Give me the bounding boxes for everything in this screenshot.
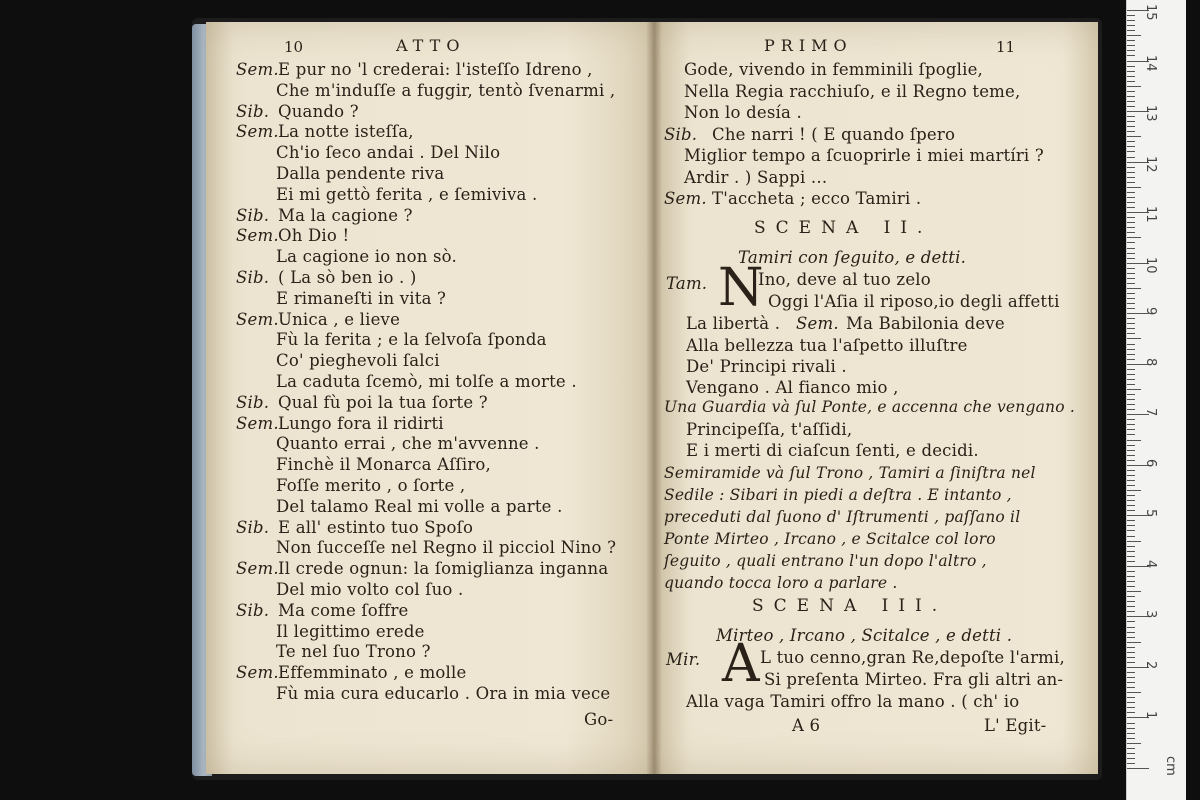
ruler-tick — [1127, 450, 1135, 451]
ruler-tick — [1127, 510, 1135, 511]
ruler-number: 14 — [1143, 54, 1158, 72]
ruler-tick — [1127, 222, 1135, 223]
ruler-tick — [1127, 571, 1135, 572]
verse-line: Non lo desía . — [684, 103, 802, 122]
ruler-tick — [1127, 333, 1135, 334]
stage-direction-line: quando tocca loro a parlare . — [664, 574, 898, 592]
ruler-tick — [1127, 500, 1135, 501]
ruler-tick — [1127, 621, 1135, 622]
verse-line: Fù la ferita ; e la ſelvoſa ſponda — [276, 330, 547, 350]
page-header-right: PRIMO — [764, 36, 853, 55]
ruler-tick — [1127, 86, 1141, 87]
ruler-tick — [1127, 763, 1135, 764]
scene-2-title: SCENA II. — [754, 218, 933, 238]
verse-line: Che narri ! ( E quando ſpero — [712, 124, 956, 144]
ruler-tick — [1127, 743, 1141, 744]
ruler-number: 10 — [1143, 256, 1158, 274]
ruler-tick — [1127, 30, 1135, 31]
ruler-tick — [1127, 338, 1141, 339]
stage-direction-line: Ponte Mirteo , Ircano , e Scitalce col loro — [664, 530, 996, 548]
ruler-tick — [1127, 455, 1135, 456]
ruler-tick — [1127, 551, 1135, 552]
ruler-tick — [1127, 232, 1135, 233]
ruler-tick — [1127, 419, 1135, 420]
scene-2-line-3-speaker: Sem. — [796, 314, 839, 333]
ruler-tick — [1127, 121, 1135, 122]
ruler-tick — [1127, 187, 1141, 188]
ruler-number: 1 — [1143, 711, 1158, 720]
speaker-label: Sib. — [236, 392, 270, 412]
ruler-tick — [1127, 167, 1135, 168]
ruler-tick — [1127, 20, 1135, 21]
ruler-tick — [1127, 596, 1135, 597]
ruler-tick — [1127, 374, 1135, 375]
verse-line: Ma la cagione ? — [278, 205, 413, 225]
ruler-tick — [1127, 753, 1135, 754]
ruler-tick — [1127, 470, 1135, 471]
verse-line: Principeſſa, t'aſſidi, — [686, 420, 853, 439]
verse-line: Il crede ognun: la ſomiglianza inganna — [278, 559, 609, 579]
speaker-label: Sib. — [236, 101, 270, 121]
ruler-tick — [1127, 349, 1135, 350]
ruler-tick — [1127, 202, 1135, 203]
ruler-number: 12 — [1143, 155, 1158, 173]
ruler-tick — [1127, 520, 1135, 521]
ruler-tick — [1127, 505, 1135, 506]
ruler-tick — [1127, 101, 1135, 102]
ruler-tick — [1127, 657, 1135, 658]
verse-line: Quanto errai , che m'avvenne . — [276, 434, 540, 454]
ruler-tick — [1127, 379, 1135, 380]
ruler-tick — [1127, 652, 1135, 653]
ruler-tick — [1127, 733, 1135, 734]
ruler-tick — [1127, 525, 1135, 526]
ruler-tick — [1127, 217, 1135, 218]
ruler-tick — [1127, 273, 1135, 274]
stage-direction-line: Semiramide và ſul Trono , Tamiri a ſiniſtra nel — [664, 464, 1036, 482]
verse-line: Gode, vivendo in femminili ſpoglie, — [684, 60, 984, 79]
verse-line: Oh Dio ! — [278, 226, 350, 246]
scene-3-line-1: L tuo cenno,gran Re,depoſte l'armi, — [760, 648, 1065, 667]
scene-2-line-2: Oggi l'Aſia il riposo,io degli affetti — [768, 292, 1060, 311]
ruler-tick — [1127, 394, 1135, 395]
ruler-tick — [1127, 440, 1141, 441]
ruler-tick — [1127, 207, 1135, 208]
verse-line: Non ſucceſſe nel Regno il picciol Nino ? — [276, 538, 617, 558]
ruler-number: 3 — [1143, 610, 1158, 619]
ruler-tick — [1127, 253, 1135, 254]
verse-line: E i merti di ciaſcun ſenti, e decidi. — [686, 441, 979, 460]
verse-line: Vengano . Al fianco mio , — [686, 378, 899, 397]
ruler-tick — [1127, 141, 1135, 142]
ruler-tick — [1127, 278, 1135, 279]
ruler-tick — [1127, 627, 1135, 628]
ruler-tick — [1127, 586, 1135, 587]
ruler-tick — [1127, 475, 1135, 476]
ruler-tick — [1127, 576, 1135, 577]
ruler-tick — [1127, 55, 1135, 56]
verse-line: Ei mi gettò ferita , e ſemiviva . — [276, 184, 538, 204]
ruler-tick — [1127, 748, 1135, 749]
ruler-tick — [1127, 434, 1135, 435]
scene-2-line-1: Ino, deve al tuo zelo — [758, 270, 931, 289]
verse-line: Quando ? — [278, 101, 359, 121]
ruler-tick — [1127, 182, 1135, 183]
page-header-left: ATTO — [396, 36, 466, 55]
speaker-label: Sib. — [236, 268, 270, 287]
ruler-tick — [1127, 485, 1135, 486]
ruler-tick — [1127, 591, 1141, 592]
ruler-tick — [1127, 283, 1135, 284]
ruler-tick — [1127, 561, 1135, 562]
verse-line: Unica , e lieve — [278, 309, 401, 329]
catchword-left: Go- — [584, 710, 614, 729]
ruler-tick — [1127, 728, 1135, 729]
ruler-tick — [1127, 151, 1135, 152]
ruler-tick — [1127, 490, 1141, 491]
verse-line: Foſſe merito , o ſorte , — [276, 476, 466, 495]
ruler-tick — [1127, 298, 1135, 299]
ruler-tick — [1127, 258, 1135, 259]
speaker-label: Sib. — [236, 517, 270, 537]
ruler-tick — [1127, 40, 1135, 41]
catchword-right: L' Egit- — [984, 716, 1047, 735]
speaker-label: Sib. — [664, 124, 698, 144]
ruler-number: 6 — [1143, 458, 1158, 468]
ruler-tick — [1127, 227, 1135, 228]
page-number-right: 11 — [996, 38, 1016, 56]
verse-line: E all' estinto tuo Spoſo — [278, 517, 474, 537]
verse-line: Ardir . ) Sappi ... — [684, 167, 828, 187]
ruler-tick — [1127, 687, 1135, 688]
ruler-shadow — [1186, 0, 1200, 800]
stage-direction-line: Sedile : Sibari in piedi a deſtra . E intanto , — [664, 486, 1012, 504]
scene-3-cast: Mirteo , Ircano , Scitalce , e detti . — [716, 626, 1013, 645]
ruler-tick — [1127, 712, 1135, 713]
ruler-tick — [1127, 146, 1135, 147]
ruler-tick — [1127, 460, 1135, 461]
ruler-tick — [1127, 692, 1141, 693]
page-number-left: 10 — [284, 38, 304, 56]
verse-line: De' Principi rivali . — [686, 357, 847, 376]
ruler-tick — [1127, 192, 1135, 193]
verse-line: La notte isteſſa, — [278, 122, 414, 142]
scene-3-line-3: Alla vaga Tamiri offro la mano . ( ch' io — [686, 692, 1020, 711]
ruler-tick — [1127, 611, 1135, 612]
scene-3-speaker: Mir. — [666, 650, 701, 669]
verse-line: Ma come ſoffre — [278, 600, 409, 620]
ruler-number: 2 — [1143, 660, 1158, 670]
scene-3-title: SCENA III. — [752, 596, 948, 616]
verse-line: Ch'io ſeco andai . Del Nilo — [276, 143, 501, 163]
ruler-tick — [1127, 71, 1135, 72]
ruler-number: 13 — [1143, 105, 1158, 122]
ruler-tick — [1127, 546, 1135, 547]
ruler-tick — [1127, 389, 1141, 390]
scene-3-dropcap: A — [722, 634, 760, 694]
ruler-tick — [1127, 15, 1135, 16]
ruler-tick — [1127, 677, 1135, 678]
verse-line: E rimaneſti in vita ? — [276, 288, 447, 308]
ruler-tick — [1127, 308, 1135, 309]
left-page — [206, 22, 654, 774]
verse-line: Effemminato , e molle — [278, 663, 467, 683]
stage-direction-line: preceduti dal ſuono d' Iſtrumenti , paſſano il — [664, 508, 1021, 526]
verse-line: Del mio volto col ſuo . — [276, 580, 464, 599]
ruler-number: 7 — [1143, 408, 1158, 417]
verse-line: ( La sò ben io . ) — [278, 268, 417, 287]
ruler-tick — [1127, 66, 1135, 67]
ruler-tick — [1127, 91, 1135, 92]
ruler-tick — [1127, 647, 1135, 648]
ruler-tick — [1127, 738, 1135, 739]
ruler-tick — [1127, 536, 1135, 537]
ruler-tick — [1127, 632, 1135, 633]
verse-line: Fù mia cura educarlo . Ora in mia vece — [276, 684, 611, 703]
verse-line: Qual fù poi la tua ſorte ? — [278, 392, 488, 412]
ruler-tick — [1127, 758, 1135, 759]
ruler-tick — [1127, 429, 1135, 430]
ruler-unit: cm — [1163, 756, 1178, 776]
verse-line: Che m'induſſe a fuggir, tentò ſvenarmi , — [276, 80, 616, 100]
ruler-tick — [1127, 172, 1135, 173]
ruler-tick — [1127, 662, 1135, 663]
speaker-label: Sem. — [236, 60, 279, 79]
ruler-number: 11 — [1143, 206, 1158, 223]
ruler-number: 9 — [1143, 307, 1158, 316]
ruler-tick — [1127, 480, 1135, 481]
ruler-tick — [1127, 768, 1149, 769]
ruler-tick — [1127, 601, 1135, 602]
scene-2-line-3a: La libertà . — [686, 314, 781, 333]
speaker-label: Sib. — [236, 205, 270, 225]
ruler-tick — [1127, 242, 1135, 243]
ruler-tick — [1127, 50, 1135, 51]
verse-line: La caduta ſcemò, mi tolſe a morte . — [276, 372, 577, 391]
ruler-tick — [1127, 237, 1141, 238]
verse-line: Finchè il Monarca Aſſiro, — [276, 455, 492, 475]
ruler-number: 8 — [1143, 357, 1158, 366]
ruler-tick — [1127, 76, 1135, 77]
scene-2-line-3b: Ma Babilonia deve — [846, 314, 1005, 333]
signature-mark: A 6 — [792, 716, 821, 735]
ruler-tick — [1127, 45, 1135, 46]
book-gutter — [646, 22, 662, 774]
ruler-tick — [1127, 318, 1135, 319]
ruler-tick — [1127, 384, 1135, 385]
ruler-tick — [1127, 131, 1135, 132]
verse-line: Miglior tempo a ſcuoprirle i miei martíri ? — [684, 146, 1044, 165]
right-page — [654, 22, 1098, 774]
ruler-tick — [1127, 672, 1135, 673]
speaker-label: Sem. — [236, 663, 279, 683]
scene-2-speaker: Tam. — [666, 274, 708, 293]
ruler-tick — [1127, 25, 1135, 26]
speaker-label: Sem. — [664, 189, 707, 208]
stage-direction-1: Una Guardia và ſul Ponte, e accenna che vengano . — [664, 398, 1075, 416]
verse-line: E pur no 'l crederai: l'isteſſo Idreno , — [278, 60, 593, 79]
ruler-tick — [1127, 288, 1141, 289]
ruler-tick — [1127, 530, 1135, 531]
ruler-tick — [1127, 323, 1135, 324]
speaker-label: Sem. — [236, 559, 279, 579]
ruler-tick — [1127, 697, 1135, 698]
ruler-tick — [1127, 96, 1135, 97]
ruler-tick — [1127, 136, 1141, 137]
ruler-tick — [1127, 354, 1135, 355]
ruler-tick — [1127, 157, 1135, 158]
ruler-tick — [1127, 606, 1135, 607]
ruler-tick — [1127, 35, 1141, 36]
speaker-label: Sem. — [236, 122, 279, 142]
verse-line: Del talamo Real mi volle a parte . — [276, 496, 563, 516]
ruler-tick — [1127, 81, 1135, 82]
ruler-tick — [1127, 328, 1135, 329]
ruler-tick — [1127, 556, 1135, 557]
ruler-tick — [1127, 424, 1135, 425]
verse-line: T'accheta ; ecco Tamiri . — [712, 189, 922, 208]
ruler-number: 4 — [1143, 559, 1158, 569]
ruler-tick — [1127, 682, 1135, 683]
ruler-tick — [1127, 637, 1135, 638]
verse-line: Te nel ſuo Trono ? — [276, 642, 431, 662]
verse-line: La cagione io non sò. — [276, 247, 457, 267]
ruler-tick — [1127, 723, 1135, 724]
ruler-tick — [1127, 268, 1135, 269]
ruler-tick — [1127, 116, 1135, 117]
ruler-tick — [1127, 495, 1135, 496]
speaker-label: Sem. — [236, 413, 279, 433]
ruler-tick — [1127, 707, 1135, 708]
ruler-tick — [1127, 248, 1135, 249]
ruler-tick — [1127, 293, 1135, 294]
ruler-number: 15 — [1143, 4, 1158, 21]
ruler-tick — [1127, 409, 1135, 410]
ruler-tick — [1127, 303, 1135, 304]
ruler-tick — [1127, 126, 1135, 127]
ruler-tick — [1127, 399, 1135, 400]
ruler-tick — [1127, 369, 1135, 370]
speaker-label: Sib. — [236, 600, 270, 620]
ruler-tick — [1127, 197, 1135, 198]
ruler-tick — [1127, 541, 1141, 542]
ruler-tick — [1127, 177, 1135, 178]
verse-line: Lungo fora il ridirti — [278, 413, 444, 433]
stage-direction-line: ſeguito , quali entrano l'un dopo l'altro , — [664, 552, 987, 570]
scene-2-cast: Tamiri con ſeguito, e detti. — [738, 248, 967, 267]
verse-line: Nella Regia racchiuſo, e il Regno teme, — [684, 81, 1021, 101]
ruler-tick — [1127, 106, 1135, 107]
speaker-label: Sem. — [236, 309, 279, 329]
verse-line: Il legittimo erede — [276, 621, 425, 641]
ruler-tick — [1127, 404, 1135, 405]
speaker-label: Sem. — [236, 226, 279, 246]
ruler-number: 5 — [1143, 509, 1158, 518]
verse-line: Dalla pendente riva — [276, 164, 445, 183]
ruler-tick — [1127, 445, 1135, 446]
scene-3-line-2: Si preſenta Mirteo. Fra gli altri an- — [764, 670, 1064, 689]
verse-line: Alla bellezza tua l'aſpetto illuſtre — [686, 336, 968, 355]
verse-line: Co' pieghevoli ſalci — [276, 351, 440, 371]
ruler-tick — [1127, 642, 1141, 643]
ruler-tick — [1127, 702, 1135, 703]
scene-2-dropcap: N — [718, 258, 764, 318]
ruler-tick — [1127, 344, 1135, 345]
ruler-tick — [1127, 359, 1135, 360]
ruler-tick — [1127, 581, 1135, 582]
